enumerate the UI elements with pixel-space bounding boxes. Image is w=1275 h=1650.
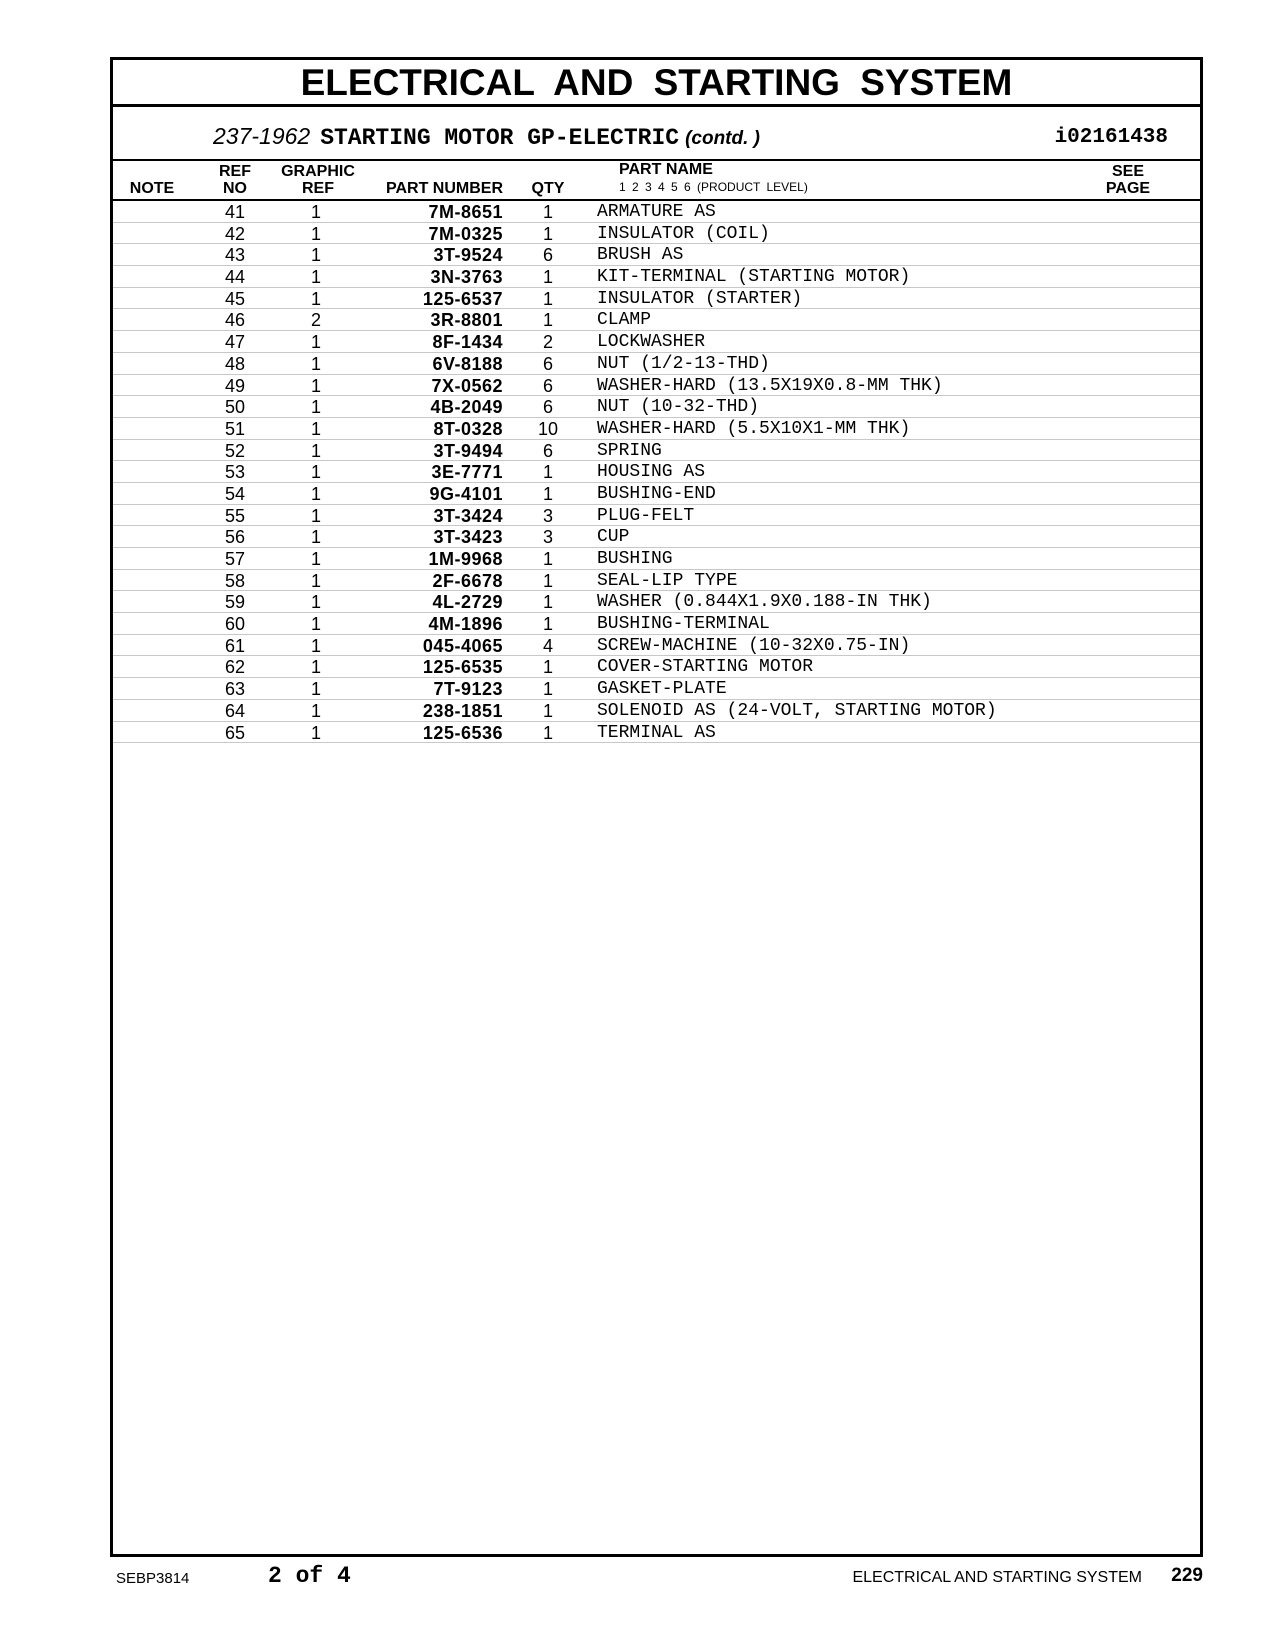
qty-cell: 1 xyxy=(542,570,553,591)
table-row xyxy=(113,483,1200,505)
part-number-cell: 3R-8801 xyxy=(430,310,503,331)
qty-cell: 6 xyxy=(542,245,553,266)
table-row xyxy=(113,570,1200,592)
part-number-cell: 8T-0328 xyxy=(433,418,503,439)
part-number-cell: 3T-3423 xyxy=(433,527,503,548)
ref-no-cell: 60 xyxy=(224,614,246,635)
col-part-name-header xyxy=(619,161,808,196)
ref-no-cell: 56 xyxy=(224,527,246,548)
graphic-ref-cell: 1 xyxy=(310,418,321,439)
qty-cell: 1 xyxy=(542,722,553,743)
graphic-ref-cell: 1 xyxy=(310,462,321,483)
graphic-ref-cell: 1 xyxy=(310,592,321,613)
ref-no-cell: 43 xyxy=(224,245,246,266)
graphic-ref-cell: 1 xyxy=(310,223,321,244)
footer-doc-id: SEBP3814 xyxy=(116,1570,190,1587)
col-note-header: NOTE xyxy=(129,180,175,197)
ref-no-cell: 45 xyxy=(224,288,246,309)
part-number-cell: 3T-9524 xyxy=(433,245,503,266)
section-banner-title: ELECTRICAL AND STARTING SYSTEM xyxy=(113,60,1200,107)
part-number-cell: 8F-1434 xyxy=(432,332,503,353)
col-ref-top: REF xyxy=(219,163,251,180)
ref-no-cell: 54 xyxy=(224,483,246,504)
table-row xyxy=(113,244,1200,266)
graphic-ref-cell: 1 xyxy=(310,440,321,461)
graphic-ref-cell: 1 xyxy=(310,267,321,288)
table-row xyxy=(113,331,1200,353)
ref-no-cell: 58 xyxy=(224,570,246,591)
table-row xyxy=(113,375,1200,397)
part-number-cell: 4M-1896 xyxy=(428,614,503,635)
table-row xyxy=(113,201,1200,223)
ref-no-cell: 59 xyxy=(224,592,246,613)
part-name-cell: NUT (10-32-THD) xyxy=(597,397,760,418)
group-title xyxy=(213,123,760,151)
col-ref-bottom: NO xyxy=(223,180,247,197)
footer-section-name: ELECTRICAL AND STARTING SYSTEM xyxy=(852,1569,1142,1586)
part-number-cell: 3T-3424 xyxy=(433,505,503,526)
group-name: STARTING MOTOR GP-ELECTRIC xyxy=(320,125,680,151)
part-number-cell: 6V-8188 xyxy=(432,353,503,374)
part-name-cell: WASHER-HARD (13.5X19X0.8-MM THK) xyxy=(597,375,943,396)
table-row xyxy=(113,548,1200,570)
col-part-name-label: PART NAME xyxy=(619,161,713,178)
part-number-cell: 4L-2729 xyxy=(432,592,503,613)
table-row xyxy=(113,396,1200,418)
part-name-cell: BUSHING xyxy=(597,549,673,569)
part-name-cell: WASHER (0.844X1.9X0.188-IN THK) xyxy=(597,592,932,613)
qty-cell: 10 xyxy=(537,418,559,439)
part-name-cell: INSULATOR (STARTER) xyxy=(597,288,803,309)
part-number-cell: 7T-9123 xyxy=(433,679,503,700)
qty-cell: 1 xyxy=(542,223,553,244)
part-number-cell: 7M-8651 xyxy=(428,202,503,222)
graphic-ref-cell: 2 xyxy=(310,310,321,331)
group-header xyxy=(113,107,1200,161)
ref-no-cell: 61 xyxy=(224,635,246,656)
graphic-ref-cell: 1 xyxy=(310,483,321,504)
part-number-cell: 125-6537 xyxy=(422,288,503,309)
part-name-cell: WASHER-HARD (5.5X10X1-MM THK) xyxy=(597,418,911,439)
ref-no-cell: 41 xyxy=(224,202,246,222)
part-number-cell: 1M-9968 xyxy=(428,549,503,569)
graphic-ref-cell: 1 xyxy=(310,288,321,309)
part-number-cell: 238-1851 xyxy=(422,700,503,721)
qty-cell: 4 xyxy=(542,635,553,656)
ref-no-cell: 48 xyxy=(224,353,246,374)
part-name-cell: TERMINAL AS xyxy=(597,722,716,743)
part-number-cell: 2F-6678 xyxy=(432,570,503,591)
ref-no-cell: 57 xyxy=(224,549,246,569)
qty-cell: 1 xyxy=(542,288,553,309)
qty-cell: 1 xyxy=(542,592,553,613)
table-row xyxy=(113,656,1200,678)
part-number-cell: 7X-0562 xyxy=(431,375,503,396)
part-name-cell: PLUG-FELT xyxy=(597,505,695,526)
graphic-ref-cell: 1 xyxy=(310,700,321,721)
table-row xyxy=(113,440,1200,462)
table-row xyxy=(113,526,1200,548)
table-row xyxy=(113,223,1200,245)
part-number-cell: 9G-4101 xyxy=(429,483,503,504)
col-graphic-top: GRAPHIC xyxy=(281,163,355,180)
qty-cell: 1 xyxy=(542,310,553,331)
graphic-ref-cell: 1 xyxy=(310,527,321,548)
graphic-ref-cell: 1 xyxy=(310,657,321,678)
part-number-cell: 3N-3763 xyxy=(430,267,503,288)
ref-no-cell: 52 xyxy=(224,440,246,461)
col-see-page-header xyxy=(1098,163,1158,197)
col-graphic-ref-header xyxy=(278,163,358,197)
ref-no-cell: 49 xyxy=(224,375,246,396)
part-number-cell: 3T-9494 xyxy=(433,440,503,461)
qty-cell: 1 xyxy=(542,267,553,288)
part-name-cell: COVER-STARTING MOTOR xyxy=(597,657,814,678)
ref-no-cell: 51 xyxy=(224,418,246,439)
table-column-headers xyxy=(113,161,1200,201)
illustration-code: i02161438 xyxy=(1054,126,1168,149)
qty-cell: 1 xyxy=(542,549,553,569)
ref-no-cell: 63 xyxy=(224,679,246,700)
group-number: 237-1962 xyxy=(213,123,311,149)
ref-no-cell: 62 xyxy=(224,657,246,678)
table-row xyxy=(113,288,1200,310)
footer-page-of: 2 of 4 xyxy=(268,1563,351,1589)
qty-cell: 2 xyxy=(542,332,553,353)
qty-cell: 3 xyxy=(542,505,553,526)
graphic-ref-cell: 1 xyxy=(310,332,321,353)
group-contd: (contd. ) xyxy=(685,128,760,149)
part-name-cell: SOLENOID AS (24-VOLT, STARTING MOTOR) xyxy=(597,700,997,721)
col-ref-no-header xyxy=(215,163,255,197)
col-product-level-label: 1 2 3 4 5 6 (PRODUCT LEVEL) xyxy=(619,180,808,194)
part-name-cell: HOUSING AS xyxy=(597,462,706,483)
part-name-cell: NUT (1/2-13-THD) xyxy=(597,353,770,374)
col-see-top: SEE xyxy=(1111,163,1144,180)
table-row xyxy=(113,591,1200,613)
part-number-cell: 045-4065 xyxy=(422,635,503,656)
graphic-ref-cell: 1 xyxy=(310,397,321,418)
table-row xyxy=(113,613,1200,635)
part-number-cell: 4B-2049 xyxy=(430,397,503,418)
table-row xyxy=(113,266,1200,288)
qty-cell: 1 xyxy=(542,483,553,504)
ref-no-cell: 47 xyxy=(224,332,246,353)
graphic-ref-cell: 1 xyxy=(310,635,321,656)
part-number-cell: 125-6535 xyxy=(422,657,503,678)
qty-cell: 6 xyxy=(542,353,553,374)
qty-cell: 6 xyxy=(542,375,553,396)
ref-no-cell: 44 xyxy=(224,267,246,288)
qty-cell: 1 xyxy=(542,614,553,635)
parts-page-frame xyxy=(110,57,1203,1557)
graphic-ref-cell: 1 xyxy=(310,245,321,266)
graphic-ref-cell: 1 xyxy=(310,549,321,569)
qty-cell: 1 xyxy=(542,700,553,721)
table-row xyxy=(113,309,1200,331)
table-row xyxy=(113,418,1200,440)
part-name-cell: SPRING xyxy=(597,440,662,461)
part-name-cell: LOCKWASHER xyxy=(597,332,706,353)
part-name-cell: SCREW-MACHINE (10-32X0.75-IN) xyxy=(597,635,911,656)
table-row xyxy=(113,461,1200,483)
page-footer xyxy=(0,1562,1275,1592)
part-name-cell: CUP xyxy=(597,527,630,548)
qty-cell: 3 xyxy=(542,527,553,548)
part-name-cell: BRUSH AS xyxy=(597,245,684,266)
col-part-number-header: PART NUMBER xyxy=(385,180,503,197)
qty-cell: 1 xyxy=(542,657,553,678)
ref-no-cell: 46 xyxy=(224,310,246,331)
part-name-cell: KIT-TERMINAL (STARTING MOTOR) xyxy=(597,267,911,288)
part-name-cell: GASKET-PLATE xyxy=(597,679,727,700)
graphic-ref-cell: 1 xyxy=(310,353,321,374)
table-row xyxy=(113,700,1200,722)
ref-no-cell: 65 xyxy=(224,722,246,743)
part-number-cell: 125-6536 xyxy=(422,722,503,743)
graphic-ref-cell: 1 xyxy=(310,570,321,591)
col-graphic-bottom: REF xyxy=(302,180,334,197)
footer-page-number: 229 xyxy=(1171,1565,1203,1586)
part-number-cell: 3E-7771 xyxy=(431,462,503,483)
part-name-cell: SEAL-LIP TYPE xyxy=(597,570,738,591)
qty-cell: 1 xyxy=(542,679,553,700)
ref-no-cell: 53 xyxy=(224,462,246,483)
table-row xyxy=(113,353,1200,375)
part-name-cell: ARMATURE AS xyxy=(597,202,716,222)
part-name-cell: CLAMP xyxy=(597,310,652,331)
ref-no-cell: 64 xyxy=(224,700,246,721)
table-row xyxy=(113,678,1200,700)
parts-table-body xyxy=(113,201,1200,743)
qty-cell: 6 xyxy=(542,440,553,461)
ref-no-cell: 50 xyxy=(224,397,246,418)
graphic-ref-cell: 1 xyxy=(310,202,321,222)
qty-cell: 1 xyxy=(542,462,553,483)
part-name-cell: BUSHING-END xyxy=(597,483,716,504)
table-row xyxy=(113,635,1200,657)
ref-no-cell: 55 xyxy=(224,505,246,526)
table-row xyxy=(113,722,1200,744)
graphic-ref-cell: 1 xyxy=(310,679,321,700)
part-name-cell: INSULATOR (COIL) xyxy=(597,223,770,244)
graphic-ref-cell: 1 xyxy=(310,505,321,526)
graphic-ref-cell: 1 xyxy=(310,722,321,743)
part-number-cell: 7M-0325 xyxy=(428,223,503,244)
graphic-ref-cell: 1 xyxy=(310,614,321,635)
qty-cell: 1 xyxy=(542,202,553,222)
col-qty-header: QTY xyxy=(531,180,565,197)
ref-no-cell: 42 xyxy=(224,223,246,244)
table-row xyxy=(113,505,1200,527)
col-see-bottom: PAGE xyxy=(1105,180,1151,197)
qty-cell: 6 xyxy=(542,397,553,418)
part-name-cell: BUSHING-TERMINAL xyxy=(597,614,770,635)
graphic-ref-cell: 1 xyxy=(310,375,321,396)
